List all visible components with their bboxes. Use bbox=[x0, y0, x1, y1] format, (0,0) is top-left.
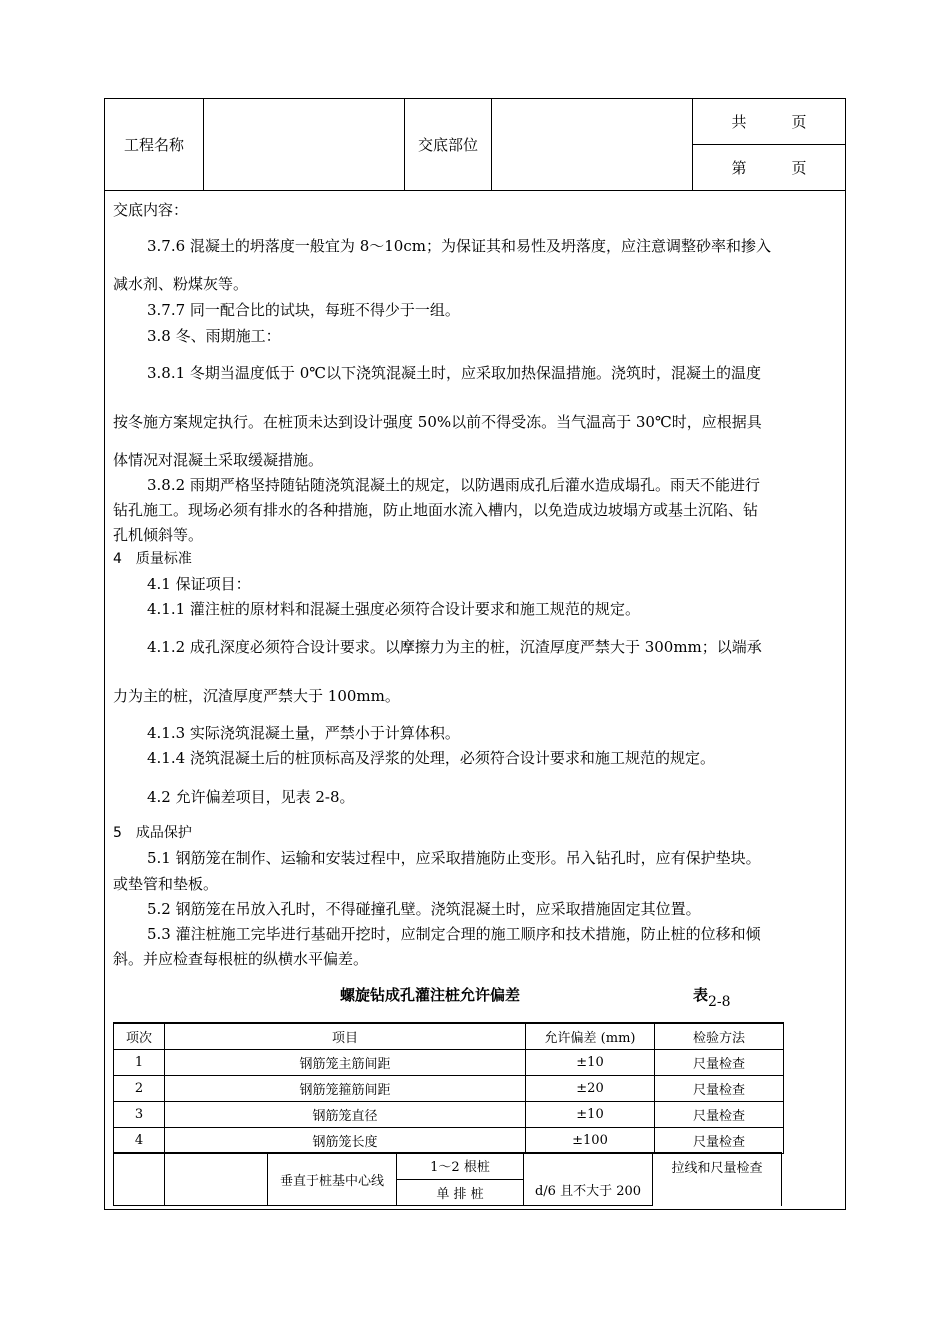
row-tolerance: ±100 bbox=[526, 1128, 655, 1154]
col-header-no: 项次 bbox=[114, 1023, 165, 1050]
row5-no bbox=[114, 1153, 165, 1206]
section-5-heading: 5 成品保护 bbox=[113, 825, 192, 841]
para-3-8-1-line1: 3.8.1 冬期当温度低于 0℃以下浇筑混凝土时，应采取加热保温措施。浇筑时，混凝土的温度 bbox=[147, 364, 762, 382]
row-no: 3 bbox=[114, 1102, 165, 1128]
row-no: 4 bbox=[114, 1128, 165, 1154]
row5-method: 拉线和尺量检查 bbox=[653, 1153, 782, 1206]
row-method: 尺量检查 bbox=[655, 1050, 784, 1076]
para-3-7-6-line2: 减水剂、粉煤灰等。 bbox=[113, 275, 249, 293]
row-method: 尺量检查 bbox=[655, 1128, 784, 1154]
project-name-label: 工程名称 bbox=[105, 99, 204, 191]
row5-tolerance: d/6 且不大于 200 bbox=[524, 1153, 653, 1206]
table-row bbox=[114, 1102, 784, 1128]
table-caption: 螺旋钻成孔灌注桩允许偏差 bbox=[340, 986, 521, 1004]
col-header-tolerance: 允许偏差 (mm) bbox=[526, 1023, 655, 1050]
project-name-value[interactable] bbox=[204, 99, 405, 191]
row5-sub1: 1～2 根桩 bbox=[397, 1153, 524, 1180]
handover-part-value[interactable] bbox=[492, 99, 693, 191]
para-3-8-1-line2: 按冬施方案规定执行。在桩顶未达到设计强度 50%以前不得受冻。当气温高于 30℃时，应根据具 bbox=[113, 413, 762, 431]
table-number-value: 2-8 bbox=[708, 994, 731, 1010]
para-3-8-1-line3: 体情况对混凝土采取缓凝措施。 bbox=[113, 451, 324, 469]
para-3-8-2-line2: 钻孔施工。现场必须有排水的各种措施，防止地面水流入槽内，以免造成边坡塌方或基土沉陷、钻 bbox=[113, 501, 759, 519]
para-3-8-2-line3: 孔机倾斜等。 bbox=[113, 526, 204, 544]
header-table bbox=[104, 98, 846, 191]
total-pages: 共 页 bbox=[693, 99, 846, 145]
para-3-8: 3.8 冬、雨期施工： bbox=[147, 327, 281, 345]
row-method: 尺量检查 bbox=[655, 1102, 784, 1128]
col-header-method: 检验方法 bbox=[655, 1023, 784, 1050]
table-row bbox=[114, 1128, 784, 1154]
row-item: 钢筋笼主筋间距 bbox=[165, 1050, 526, 1076]
row-item: 钢筋笼直径 bbox=[165, 1102, 526, 1128]
row-no: 1 bbox=[114, 1050, 165, 1076]
para-4-1-1: 4.1.1 灌注桩的原材料和混凝土强度必须符合设计要求和施工规范的规定。 bbox=[147, 600, 640, 618]
section-4-heading: 4 质量标准 bbox=[113, 551, 192, 567]
row-no: 2 bbox=[114, 1076, 165, 1102]
page-number: 第 页 bbox=[693, 145, 846, 191]
deviation-table-row5 bbox=[113, 1152, 782, 1206]
row-tolerance: ±10 bbox=[526, 1102, 655, 1128]
para-5-2: 5.2 钢筋笼在吊放入孔时，不得碰撞孔壁。浇筑混凝土时，应采取措施固定其位置。 bbox=[147, 900, 701, 918]
row-method: 尺量检查 bbox=[655, 1076, 784, 1102]
para-4-1: 4.1 保证项目： bbox=[147, 575, 251, 593]
row5-sub2: 单 排 桩 bbox=[397, 1179, 524, 1206]
para-3-7-6-line1: 3.7.6 混凝土的坍落度一般宜为 8～10cm；为保证其和易性及坍落度，应注意调整砂率和掺入 bbox=[147, 237, 771, 255]
para-5-1-line2: 或垫管和垫板。 bbox=[113, 875, 219, 893]
handover-part-label: 交底部位 bbox=[405, 99, 492, 191]
para-5-1-line1: 5.1 钢筋笼在制作、运输和安装过程中，应采取措施防止变形。吊入钻孔时，应有保护垫块。 bbox=[147, 849, 761, 867]
col-header-item: 项目 bbox=[165, 1023, 526, 1050]
table-header-row bbox=[114, 1023, 784, 1050]
para-4-1-4: 4.1.4 浇筑混凝土后的桩顶标高及浮浆的处理，必须符合设计要求和施工规范的规定。 bbox=[147, 749, 715, 767]
row-tolerance: ±10 bbox=[526, 1050, 655, 1076]
content-intro: 交底内容： bbox=[113, 201, 189, 219]
row5-item: 垂直于桩基中心线 bbox=[268, 1153, 397, 1206]
para-5-3-line2: 斜。并应检查每根桩的纵横水平偏差。 bbox=[113, 950, 369, 968]
para-4-1-2-line2: 力为主的桩，沉渣厚度严禁大于 100mm。 bbox=[113, 687, 400, 705]
deviation-table bbox=[113, 1022, 784, 1154]
para-4-1-2-line1: 4.1.2 成孔深度必须符合设计要求。以摩擦力为主的桩，沉渣厚度严禁大于 300mm；以端承 bbox=[147, 638, 762, 656]
para-5-3-line1: 5.3 灌注桩施工完毕进行基础开挖时，应制定合理的施工顺序和技术措施，防止桩的位移和倾 bbox=[147, 925, 761, 943]
table-row bbox=[114, 1050, 784, 1076]
table-row bbox=[114, 1076, 784, 1102]
para-4-1-3: 4.1.3 实际浇筑混凝土量，严禁小于计算体积。 bbox=[147, 724, 460, 742]
row-item: 钢筋笼长度 bbox=[165, 1128, 526, 1154]
table-number bbox=[693, 984, 731, 1010]
row-item: 钢筋笼箍筋间距 bbox=[165, 1076, 526, 1102]
row-tolerance: ±20 bbox=[526, 1076, 655, 1102]
table-row bbox=[114, 1153, 782, 1180]
para-4-2: 4.2 允许偏差项目，见表 2-8。 bbox=[147, 788, 355, 806]
table-label: 表 bbox=[693, 986, 709, 1004]
para-3-7-7: 3.7.7 同一配合比的试块，每班不得少于一组。 bbox=[147, 301, 460, 319]
para-3-8-2-line1: 3.8.2 雨期严格坚持随钻随浇筑混凝土的规定，以防遇雨成孔后灌水造成塌孔。雨天不能进行 bbox=[147, 476, 760, 494]
